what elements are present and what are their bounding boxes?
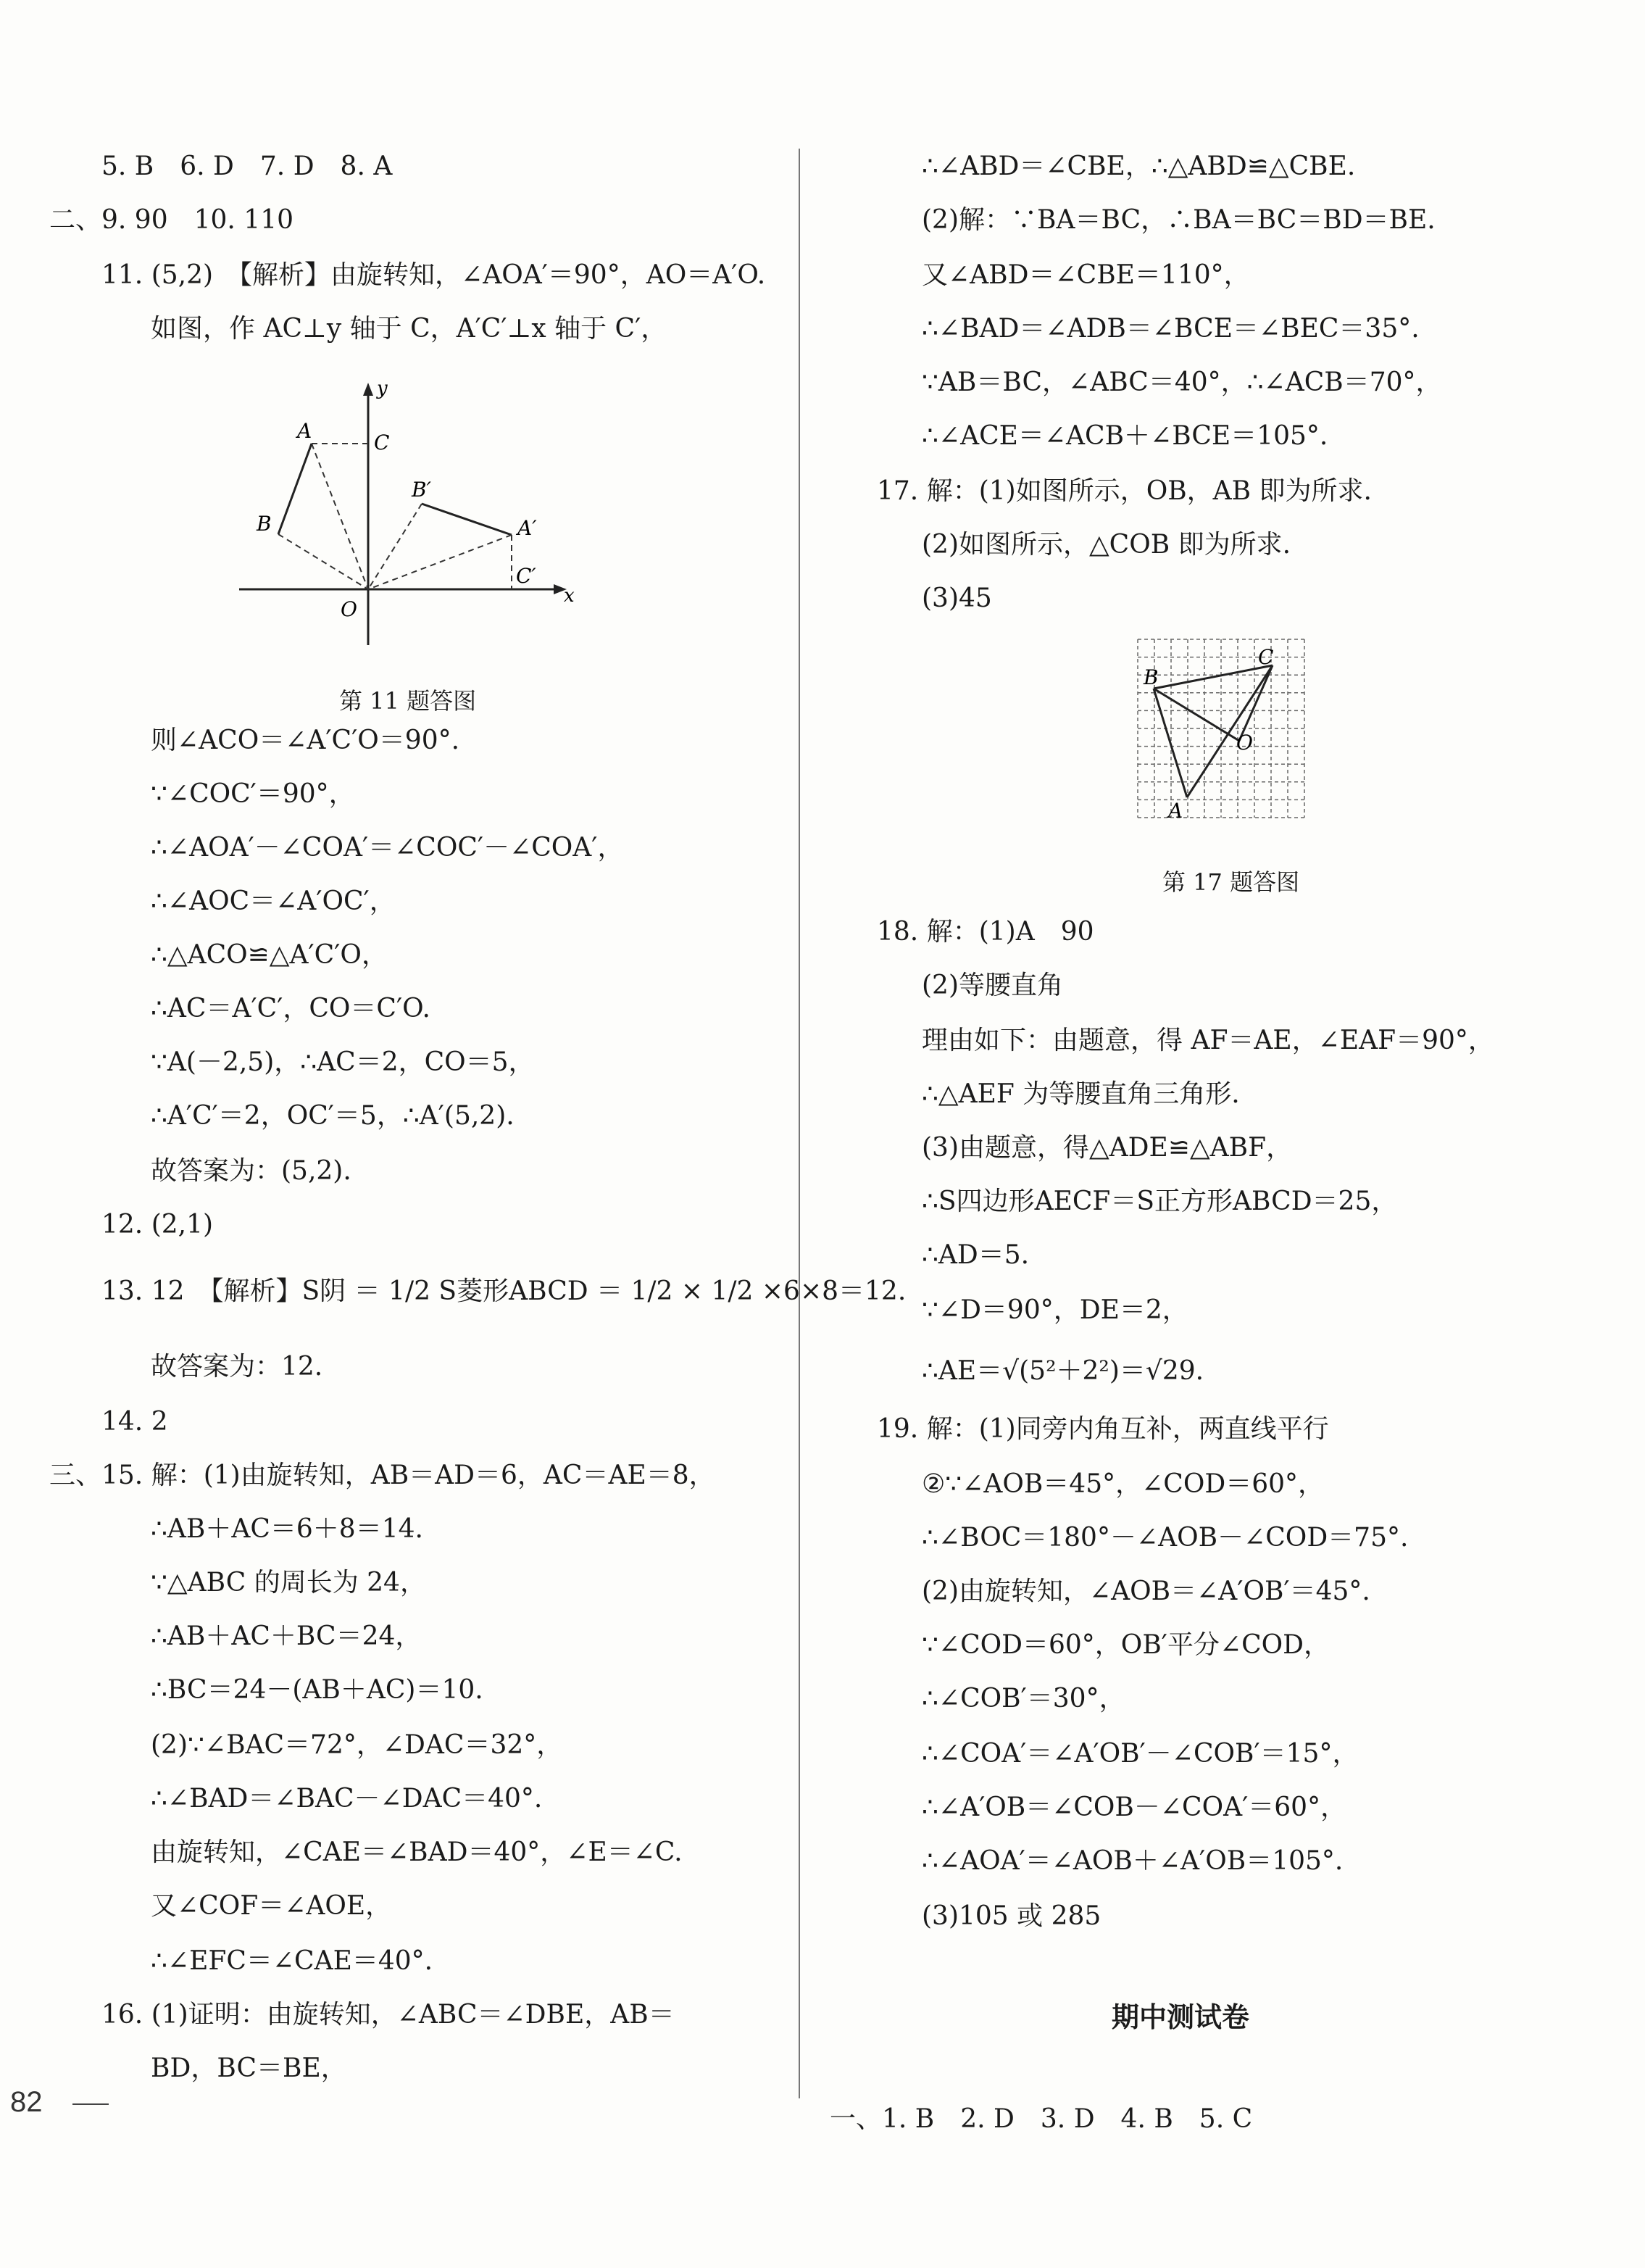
text-line: ∴AC＝A′C′，CO＝C′O. [151, 994, 430, 1023]
text-line: ∴AD＝5. [922, 1240, 1030, 1270]
text-line: ∴∠COB′＝30°， [922, 1684, 1125, 1714]
text-line: ∴A′C′＝2，OC′＝5，∴A′(5,2). [151, 1101, 515, 1131]
text-line: 三、15. 解：(1)由旋转知，AB＝AD＝6，AC＝AE＝8， [49, 1461, 715, 1490]
text-line: ∴BC＝24－(AB＋AC)＝10. [151, 1675, 483, 1705]
figure-17-caption: 第 17 题答图 [1162, 868, 1300, 896]
text-line: ∴△AEF 为等腰直角三角形. [922, 1079, 1240, 1109]
label-c: C [374, 431, 390, 454]
text-line: ∴∠AOC＝∠A′OC′， [151, 886, 396, 916]
text-line: 14. 2 [101, 1407, 168, 1437]
text-line: (3)105 或 285 [922, 1901, 1101, 1931]
text-line: 一、1. B 2. D 3. D 4. B 5. C [830, 2104, 1253, 2134]
label-c-prime: C′ [516, 564, 536, 588]
text-line: (2)∵∠BAC＝72°，∠DAC＝32°， [151, 1730, 563, 1760]
text-line: 则∠ACO＝∠A′C′O＝90°. [151, 726, 460, 755]
text-line: 故答案为：(5,2). [151, 1156, 351, 1186]
label-a: A [297, 419, 312, 443]
label-b: B [1144, 665, 1159, 689]
text-line: (2)由旋转知，∠AOB＝∠A′OB′＝45°. [922, 1577, 1370, 1606]
label-b: B [257, 512, 272, 536]
label-x: x [564, 585, 575, 607]
text-line: ∴∠AOA′－∠COA′＝∠COC′－∠COA′， [151, 833, 624, 863]
text-line: ∴∠EFC＝∠CAE＝40°. [151, 1946, 433, 1976]
text-line: 17. 解：(1)如图所示，OB，AB 即为所求. [877, 476, 1372, 506]
text-line: (2)等腰直角 [922, 971, 1063, 1000]
figure-17-grid-diagram [1130, 632, 1341, 835]
text-line: ∵∠COC′＝90°， [151, 779, 355, 809]
text-line: ∵∠COD＝60°，OB′平分∠COD， [922, 1630, 1330, 1660]
text-line: ∴AB＋AC＋BC＝24， [151, 1621, 422, 1651]
text-line: 13. 12 【解析】S阴 ＝ 1/2 S菱形ABCD ＝ 1/2 × 1/2 ×6×8＝12. [101, 1276, 907, 1306]
text-line: 又∠COF＝∠AOE， [151, 1891, 392, 1921]
page-number-dash [72, 2103, 109, 2105]
text-line: ∴∠BOC＝180°－∠AOB－∠COD＝75°. [922, 1523, 1409, 1553]
text-line: ∴∠COA′＝∠A′OB′－∠COB′＝15°， [922, 1739, 1359, 1769]
text-line: 19. 解：(1)同旁内角互补，两直线平行 [877, 1414, 1329, 1444]
text-line: 由旋转知，∠CAE＝∠BAD＝40°，∠E＝∠C. [151, 1837, 683, 1867]
column-divider [799, 149, 800, 2098]
text-line: ∴∠ACE＝∠ACB＋∠BCE＝105°. [922, 421, 1328, 451]
text-line: ∵△ABC 的周长为 24， [151, 1568, 426, 1598]
text-line: 又∠ABD＝∠CBE＝110°， [922, 260, 1250, 290]
text-line: ∴AB＋AC＝6＋8＝14. [151, 1514, 423, 1544]
label-b-prime: B′ [412, 478, 431, 502]
section-title: 期中测试卷 [1112, 2001, 1250, 2033]
text-line: ∵∠D＝90°，DE＝2， [922, 1295, 1188, 1325]
page-number: 82 [10, 2086, 43, 2118]
text-line: ∴∠AOA′＝∠AOB＋∠A′OB＝105°. [922, 1846, 1344, 1876]
text-line: ∴∠A′OB＝∠COB－∠COA′＝60°， [922, 1793, 1347, 1822]
text-line: BD，BC＝BE， [151, 2053, 347, 2083]
text-line: (2)如图所示，△COB 即为所求. [922, 530, 1291, 560]
text-line: (3)45 [922, 583, 992, 613]
text-line: 16. (1)证明：由旋转知，∠ABC＝∠DBE，AB＝ [101, 2000, 675, 2030]
label-a: A [1168, 799, 1183, 823]
text-line: 12. (2,1) [101, 1210, 214, 1239]
text-line: ∵A(－2,5)，∴AC＝2，CO＝5， [151, 1047, 535, 1077]
text-line: (2)解：∵BA＝BC，∴BA＝BC＝BD＝BE. [922, 205, 1436, 235]
figure-11-caption: 第 11 题答图 [339, 687, 477, 715]
text-line: ∴AE＝√(5²＋2²)＝√29. [922, 1356, 1204, 1386]
text-line: 二、9. 90 10. 110 [49, 205, 294, 235]
text-line: 如图，作 AC⊥y 轴于 C，A′C′⊥x 轴于 C′， [151, 314, 667, 344]
text-line: ∵AB＝BC，∠ABC＝40°，∴∠ACB＝70°， [922, 367, 1442, 397]
label-c: C [1258, 645, 1274, 669]
text-line: ∴∠ABD＝∠CBE，∴△ABD≌△CBE. [922, 151, 1356, 181]
label-o: O [1236, 731, 1253, 755]
text-line: ②∵∠AOB＝45°，∠COD＝60°， [922, 1469, 1325, 1499]
text-line: 11. (5,2) 【解析】由旋转知，∠AOA′＝90°，AO＝A′O. [101, 260, 766, 290]
label-a-prime: A′ [517, 516, 537, 540]
text-line: 18. 解：(1)A 90 [877, 917, 1094, 947]
text-line: ∴∠BAD＝∠ADB＝∠BCE＝∠BEC＝35°. [922, 314, 1420, 344]
text-line: ∴S四边形AECF＝S正方形ABCD＝25， [922, 1187, 1398, 1216]
label-o: O [341, 597, 357, 621]
text-line: ∴∠BAD＝∠BAC－∠DAC＝40°. [151, 1784, 543, 1814]
figure-11-coordinate-diagram [232, 377, 580, 652]
label-y: y [377, 378, 388, 399]
text-line: (3)由题意，得△ADE≌△ABF， [922, 1133, 1293, 1163]
text-line: 故答案为：12. [151, 1352, 323, 1382]
text-line: 理由如下：由题意，得 AF＝AE，∠EAF＝90°， [922, 1026, 1494, 1055]
text-line: ∴△ACO≌△A′C′O， [151, 940, 388, 970]
text-line: 5. B 6. D 7. D 8. A [101, 151, 393, 181]
